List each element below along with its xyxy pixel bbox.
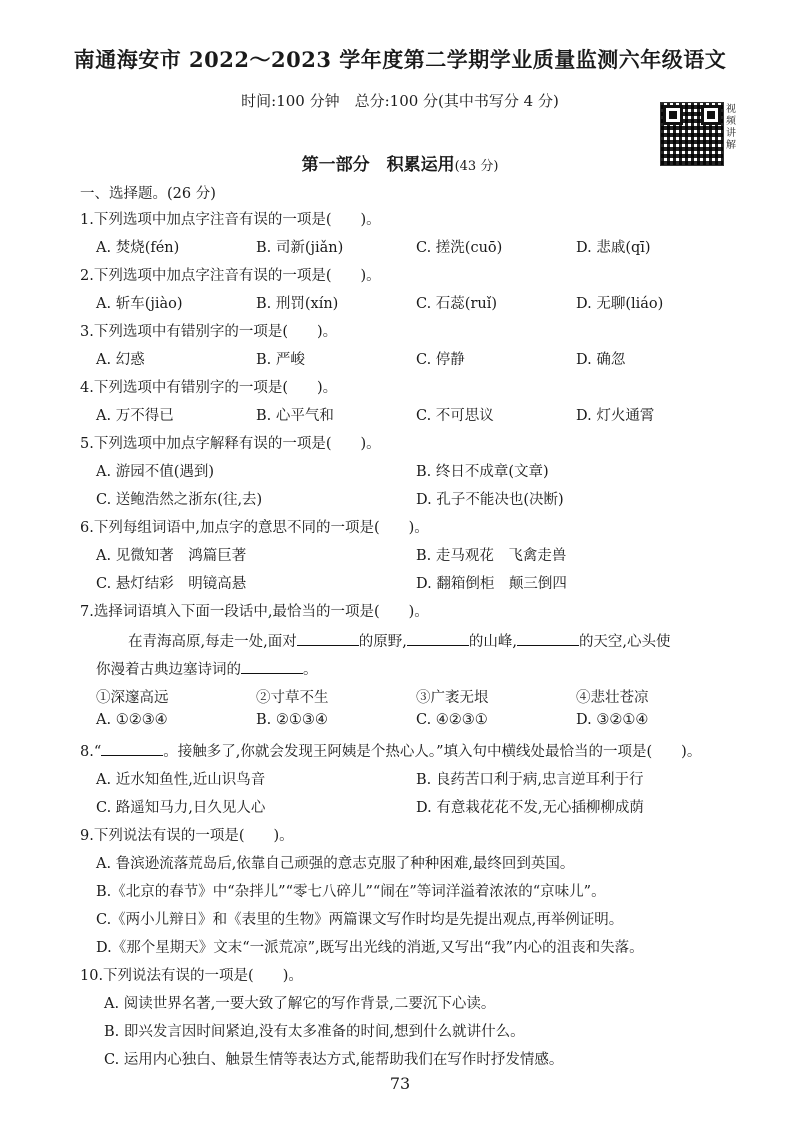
q5-option-d[interactable]: D. 孔子不能决也(决断) [416, 492, 564, 508]
q7-word-3: ③广袤无垠 [416, 690, 489, 706]
q7-word-2: ②寸草不生 [256, 690, 329, 706]
blank-line[interactable] [101, 743, 163, 756]
q4-option-b[interactable]: B. 心平气和 [256, 408, 334, 424]
q1-option-b[interactable]: B. 司新(jiǎn) [256, 240, 344, 256]
q8-option-c[interactable]: C. 路遥知马力,日久见人心 [96, 800, 266, 816]
q9-stem: 9.下列说法有误的一项是( )。 [80, 828, 294, 844]
q3-option-c[interactable]: C. 停静 [416, 352, 465, 368]
q1-option-a[interactable]: A. 焚烧(fén) [96, 240, 180, 256]
blank-line[interactable] [517, 633, 579, 646]
q10-option-b[interactable]: B. 即兴发言因时间紧迫,没有太多准备的时间,想到什么就讲什么。 [104, 1024, 525, 1040]
q10-option-a[interactable]: A. 阅读世界名著,一要大致了解它的写作背景,二要沉下心读。 [104, 996, 496, 1012]
q2-option-b[interactable]: B. 刑罚(xín) [256, 296, 339, 312]
q7-p2a: 你漫着古典边塞诗词的 [96, 662, 241, 678]
q2-option-a[interactable]: A. 斩车(jiào) [96, 296, 183, 312]
q4-option-a[interactable]: A. 万不得已 [96, 408, 174, 424]
q7-stem: 7.选择词语填入下面一段话中,最恰当的一项是( )。 [80, 604, 429, 620]
q7-p1b: 的原野, [358, 634, 407, 650]
exam-title: 南通海安市 2022～2023 学年度第二学期学业质量监测六年级语文 [73, 47, 727, 72]
q7-option-c[interactable]: C. ④②③① [416, 712, 488, 728]
q2-stem: 2.下列选项中加点字注音有误的一项是( )。 [80, 268, 381, 284]
q7-passage-line1 [128, 630, 671, 651]
q6-option-a[interactable]: A. 见微知著 鸿篇巨著 [96, 548, 247, 564]
blank-line[interactable] [407, 633, 469, 646]
q6-option-d[interactable]: D. 翻箱倒柜 颠三倒四 [416, 576, 567, 592]
q3-option-d[interactable]: D. 确忽 [576, 352, 626, 368]
q7-option-d[interactable]: D. ③②①④ [576, 712, 649, 728]
section-heading: 一、选择题。(26 分) [80, 186, 216, 202]
q7-word-1: ①深邃高远 [96, 690, 169, 706]
q7-option-b[interactable]: B. ②①③④ [256, 712, 328, 728]
q1-stem: 1.下列选项中加点字注音有误的一项是( )。 [80, 212, 381, 228]
q5-stem: 5.下列选项中加点字解释有误的一项是( )。 [80, 436, 381, 452]
q7-option-a[interactable]: A. ①②③④ [96, 712, 168, 728]
q1-option-c[interactable]: C. 搓洗(cuō) [416, 240, 503, 256]
qr-caption: 视频讲解 [726, 104, 736, 151]
q5-option-c[interactable]: C. 送鲍浩然之浙东(往,去) [96, 492, 263, 508]
q6-option-b[interactable]: B. 走马观花 飞禽走兽 [416, 548, 567, 564]
q9-option-c[interactable]: C.《两小儿辩日》和《表里的生物》两篇课文写作时均是先提出观点,再举例证明。 [96, 912, 624, 928]
q8-option-d[interactable]: D. 有意栽花花不发,无心插柳柳成荫 [416, 800, 644, 816]
q6-stem: 6.下列每组词语中,加点字的意思不同的一项是( )。 [80, 520, 429, 536]
part-score: (43 分) [454, 159, 499, 174]
q10-option-c[interactable]: C. 运用内心独白、触景生情等表达方式,能帮助我们在写作时抒发情感。 [104, 1052, 564, 1068]
q1-option-d[interactable]: D. 悲戚(qī) [576, 240, 651, 256]
part-title-text: 第一部分 积累运用 [301, 155, 455, 175]
q5-option-b[interactable]: B. 终日不成章(文章) [416, 464, 549, 480]
q2-option-d[interactable]: D. 无聊(liáo) [576, 296, 664, 312]
exam-meta: 时间:100 分钟 总分:100 分(其中书写分 4 分) [241, 92, 559, 110]
q7-p1a: 在青海高原,每走一处,面对 [128, 634, 297, 650]
q5-option-a[interactable]: A. 游园不值(遇到) [96, 464, 215, 480]
q3-option-a[interactable]: A. 幻惑 [96, 352, 145, 368]
q4-stem: 4.下列选项中有错别字的一项是( )。 [80, 380, 338, 396]
q9-option-d[interactable]: D.《那个星期天》文末“一派荒凉”,既写出光线的消逝,又写出“我”内心的沮丧和失落。 [96, 940, 644, 956]
q9-option-b[interactable]: B.《北京的春节》中“杂拌儿”“零七八碎儿”“闹在”等词洋溢着浓浓的“京味儿”。 [96, 884, 606, 900]
q8-stem [80, 740, 701, 761]
page-number: 73 [389, 1074, 411, 1093]
q2-option-c[interactable]: C. 石蕊(ruǐ) [416, 296, 498, 312]
q8-option-a[interactable]: A. 近水知鱼性,近山识鸟音 [96, 772, 266, 788]
q4-option-c[interactable]: C. 不可思议 [416, 408, 494, 424]
q6-option-c[interactable]: C. 悬灯结彩 明镜高悬 [96, 576, 247, 592]
part-title [0, 150, 800, 175]
q8-stem-a: 8.“ [80, 744, 102, 760]
q10-stem: 10.下列说法有误的一项是( )。 [80, 968, 303, 984]
q7-p1d: 的天空,心头使 [578, 634, 671, 650]
q9-option-a[interactable]: A. 鲁滨逊流落荒岛后,依靠自己顽强的意志克服了种种困难,最终回到英国。 [96, 856, 575, 872]
q4-option-d[interactable]: D. 灯火通霄 [576, 408, 655, 424]
q7-word-4: ④悲壮苍凉 [576, 690, 649, 706]
blank-line[interactable] [241, 661, 303, 674]
q7-passage-line2 [96, 658, 318, 679]
q7-p1c: 的山峰, [468, 634, 517, 650]
q8-stem-b: 。接触多了,你就会发现王阿姨是个热心人。”填入句中横线处最恰当的一项是( )。 [163, 744, 702, 760]
q7-p2b: 。 [303, 662, 318, 678]
blank-line[interactable] [297, 633, 359, 646]
q3-stem: 3.下列选项中有错别字的一项是( )。 [80, 324, 338, 340]
q8-option-b[interactable]: B. 良药苦口利于病,忠言逆耳利于行 [416, 772, 644, 788]
q3-option-b[interactable]: B. 严峻 [256, 352, 305, 368]
